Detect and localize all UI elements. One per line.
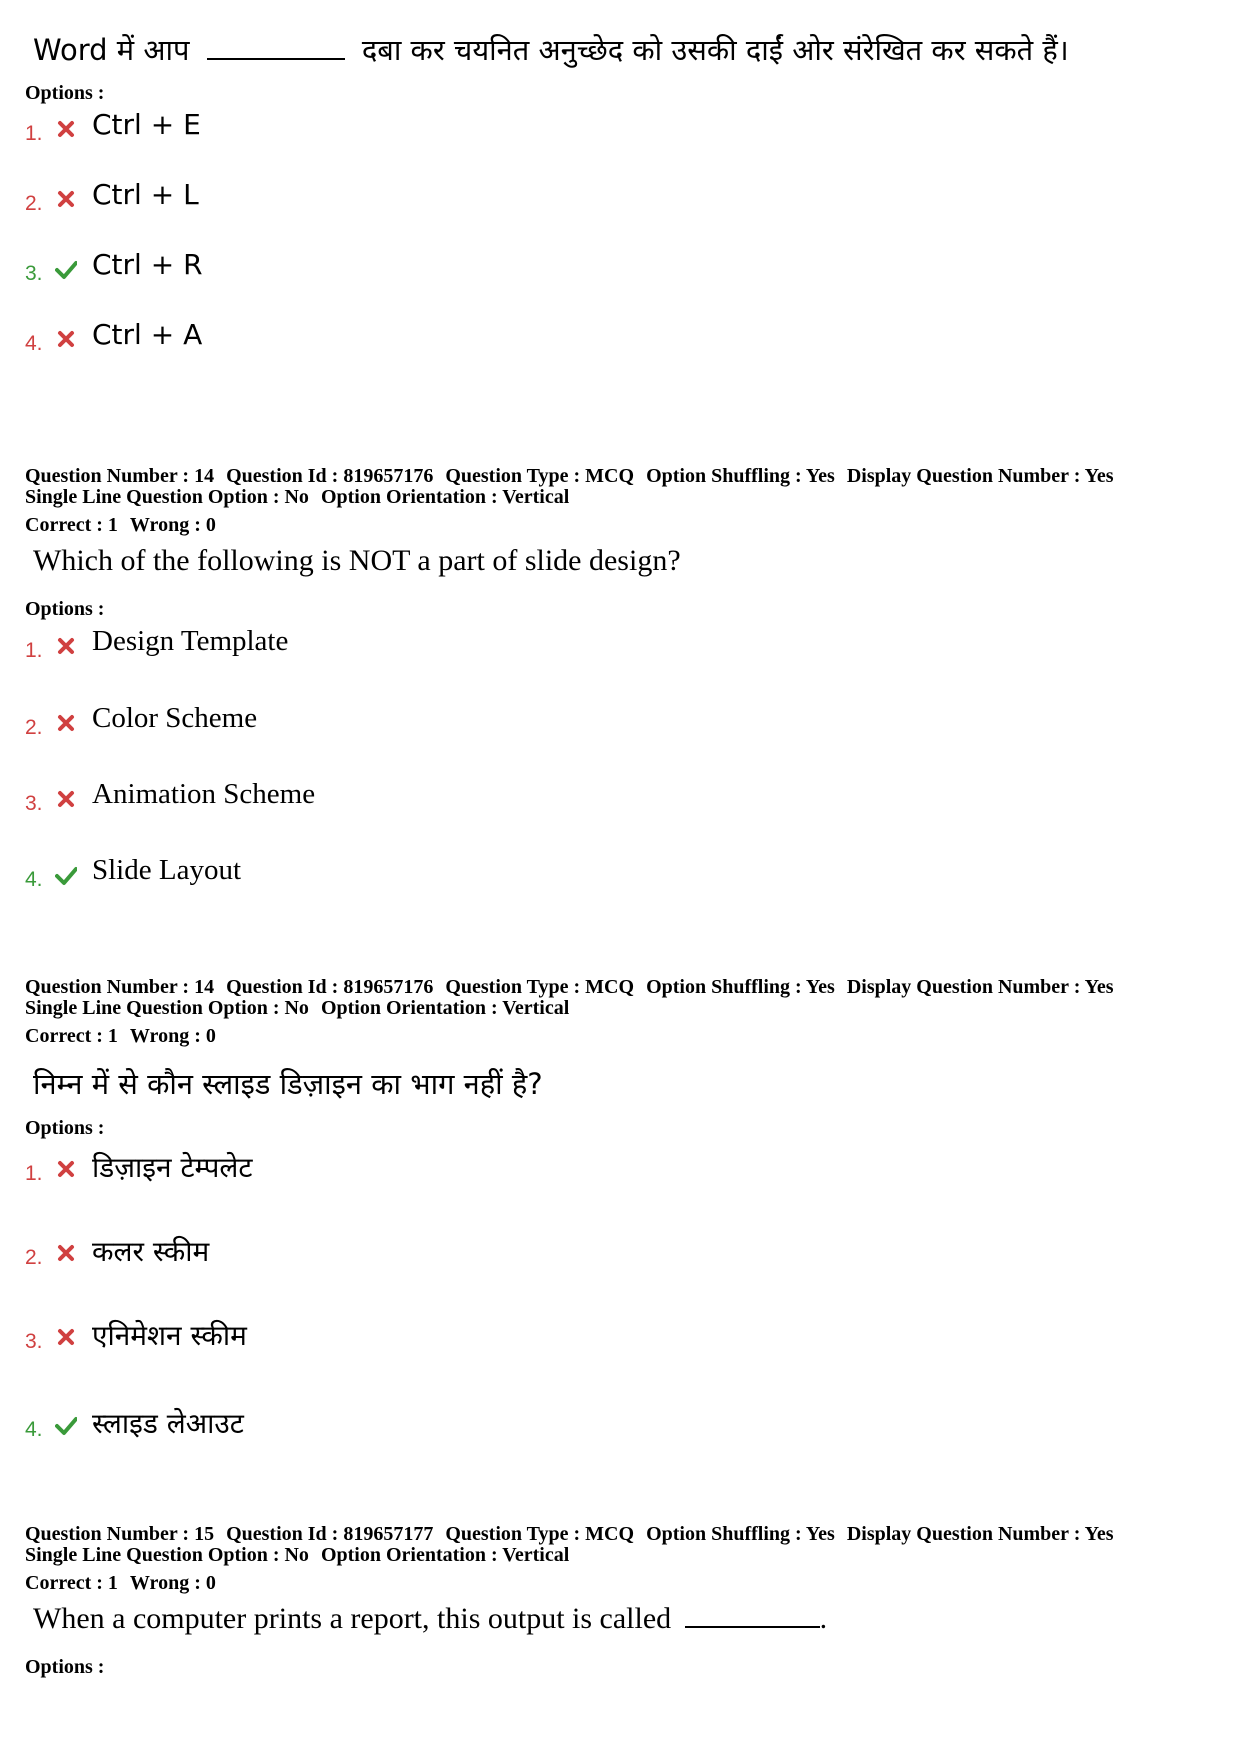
check-mark-icon [55, 1414, 77, 1436]
meta-line-1 [25, 977, 1126, 998]
option-number: 3. [25, 792, 43, 815]
meta-line-3 [25, 515, 1126, 536]
meta-field: Question Id : 819657176 [226, 976, 434, 998]
options-label: Options : [25, 1656, 105, 1678]
option-number: 2. [25, 192, 43, 215]
option-text: डिज़ाइन टेम्पलेट [92, 1151, 253, 1184]
meta-field: Correct : 1 [25, 1025, 118, 1047]
meta-field: Single Line Question Option : No [25, 486, 309, 508]
option-number: 1. [25, 639, 43, 662]
meta-field: Option Orientation : Vertical [320, 1544, 570, 1566]
meta-field: Option Orientation : Vertical [320, 997, 570, 1019]
wrong-mark-icon [55, 712, 77, 734]
option-text: Ctrl + L [92, 178, 199, 211]
question-meta [25, 466, 1126, 536]
option-number: 4. [25, 332, 43, 355]
meta-field: Single Line Question Option : No [25, 997, 309, 1019]
meta-line-3 [25, 1573, 1126, 1594]
meta-field: Wrong : 0 [129, 1572, 216, 1594]
question-text-part: . [819, 1602, 828, 1635]
options-label: Options : [25, 82, 105, 104]
option-text: Ctrl + A [92, 318, 203, 351]
meta-line-1 [25, 466, 1126, 487]
option-text: कलर स्कीम [92, 1235, 210, 1268]
meta-field: Question Number : 14 [25, 976, 215, 998]
wrong-mark-icon [55, 118, 77, 140]
question-text-part: दबा कर चयनित अनुच्छेद को उसकी दाईं ओर संरेखित कर सकते हैं। [361, 33, 1069, 67]
check-mark-icon [55, 864, 77, 886]
meta-field: Display Question Number : Yes [846, 465, 1114, 487]
option-item [25, 1404, 625, 1444]
wrong-mark-icon [55, 635, 77, 657]
meta-field: Wrong : 0 [129, 1025, 216, 1047]
wrong-mark-icon [55, 1242, 77, 1264]
meta-field: Option Shuffling : Yes [646, 1523, 835, 1545]
meta-line-2 [25, 487, 1126, 508]
option-item [25, 854, 625, 894]
meta-line-2 [25, 1545, 1126, 1566]
option-text: Design Template [92, 625, 289, 657]
meta-field: Question Type : MCQ [445, 976, 635, 998]
option-text: Animation Scheme [92, 778, 316, 810]
question-text: Which of the following is NOT a part of slide design? [33, 544, 681, 577]
question-text [33, 1602, 827, 1636]
meta-field: Wrong : 0 [129, 514, 216, 536]
meta-field: Correct : 1 [25, 514, 118, 536]
question-text-part: Word में आप [33, 33, 190, 67]
meta-field: Single Line Question Option : No [25, 1544, 309, 1566]
meta-field: Option Orientation : Vertical [320, 486, 570, 508]
meta-line-2 [25, 998, 1126, 1019]
option-text: स्लाइड लेआउट [92, 1407, 244, 1440]
meta-field: Display Question Number : Yes [846, 976, 1114, 998]
option-text: Color Scheme [92, 702, 258, 734]
meta-field: Question Type : MCQ [445, 465, 635, 487]
option-number: 4. [25, 1418, 43, 1441]
option-number: 2. [25, 716, 43, 739]
answer-blank [207, 57, 345, 60]
answer-blank [685, 1625, 820, 1628]
question-text-part: When a computer prints a report, this output is called [33, 1602, 672, 1635]
option-item [25, 318, 625, 358]
option-number: 4. [25, 868, 43, 891]
meta-line-1 [25, 1524, 1126, 1545]
option-item [25, 178, 625, 218]
meta-field: Option Shuffling : Yes [646, 465, 835, 487]
option-text: Ctrl + E [92, 108, 201, 141]
meta-field: Option Shuffling : Yes [646, 976, 835, 998]
question-text [33, 30, 1069, 69]
meta-field: Question Id : 819657176 [226, 465, 434, 487]
option-item [25, 778, 625, 818]
wrong-mark-icon [55, 1326, 77, 1348]
option-number: 1. [25, 122, 43, 145]
option-item [25, 702, 625, 742]
question-meta [25, 1524, 1126, 1594]
option-item [25, 1232, 625, 1272]
option-text: Ctrl + R [92, 248, 203, 281]
meta-field: Correct : 1 [25, 1572, 118, 1594]
wrong-mark-icon [55, 788, 77, 810]
option-text: Slide Layout [92, 854, 242, 886]
wrong-mark-icon [55, 328, 77, 350]
meta-field: Question Type : MCQ [445, 1523, 635, 1545]
option-number: 2. [25, 1246, 43, 1269]
meta-field: Question Number : 14 [25, 465, 215, 487]
meta-field: Question Id : 819657177 [226, 1523, 434, 1545]
question-meta [25, 977, 1126, 1047]
option-item [25, 625, 625, 665]
wrong-mark-icon [55, 1158, 77, 1180]
option-number: 3. [25, 262, 43, 285]
option-item [25, 1148, 625, 1188]
meta-line-3 [25, 1026, 1126, 1047]
option-text: एनिमेशन स्कीम [92, 1319, 247, 1352]
meta-field: Display Question Number : Yes [846, 1523, 1114, 1545]
wrong-mark-icon [55, 188, 77, 210]
options-label: Options : [25, 598, 105, 620]
option-number: 3. [25, 1330, 43, 1353]
check-mark-icon [55, 258, 77, 280]
options-label: Options : [25, 1117, 105, 1139]
option-number: 1. [25, 1162, 43, 1185]
option-item [25, 1316, 625, 1356]
option-item [25, 108, 625, 148]
option-item [25, 248, 625, 288]
meta-field: Question Number : 15 [25, 1523, 215, 1545]
question-text: निम्न में से कौन स्लाइड डिज़ाइन का भाग नहीं है? [33, 1067, 543, 1101]
